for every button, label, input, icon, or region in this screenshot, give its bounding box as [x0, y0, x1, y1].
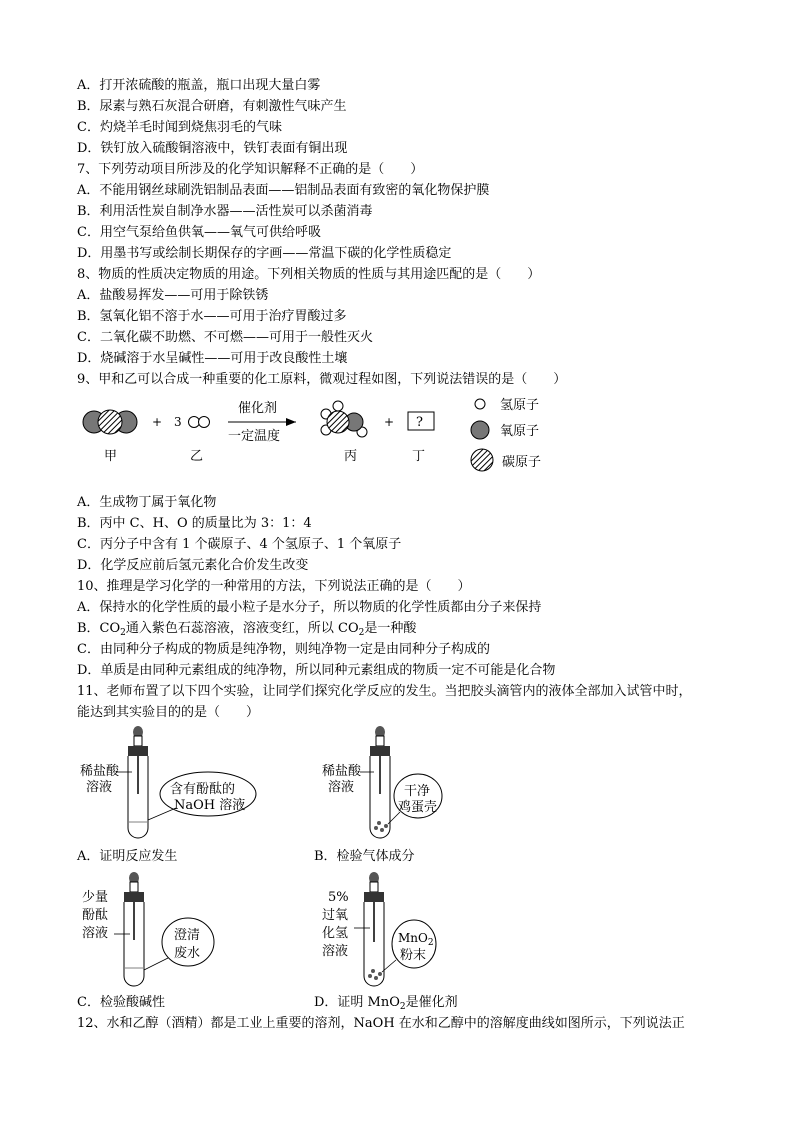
experiment-d	[318, 868, 498, 993]
d-bubble-label-2: 粉末	[400, 948, 427, 963]
c-bubble-label-2: 废水	[174, 946, 201, 961]
q7-option-b: B．利用活性炭自制净水器——活性炭可以杀菌消毒	[77, 204, 373, 219]
name-bing: 丙	[344, 449, 358, 464]
q9-stem: 9、甲和乙可以合成一种重要的化工原料，微观过程如图，下列说法错误的是（ ）	[77, 372, 567, 387]
a-dropper-label-1: 稀盐酸	[80, 764, 120, 779]
catalyst-label: 催化剂	[238, 401, 278, 416]
molecule-jia	[83, 410, 137, 434]
q9-option-c: C．丙分子中含有 1 个碳原子、4 个氢原子、1 个氧原子	[77, 537, 402, 552]
name-jia: 甲	[104, 449, 118, 464]
legend-carbon-icon	[471, 449, 493, 471]
q10-option-c: C．由同种分子构成的物质是纯净物，则纯净物一定是由同种分子构成的	[77, 642, 490, 657]
b-dropper-label-2: 溶液	[328, 780, 355, 795]
b-dropper-label-1: 稀盐酸	[322, 764, 362, 779]
condition-label: 一定温度	[228, 429, 281, 444]
b-bubble-label-1: 干净	[404, 784, 431, 799]
q9-option-d: D．化学反应前后氢元素化合价发生改变	[77, 558, 309, 573]
experiment-b	[318, 724, 498, 844]
q8-option-c: C．二氧化碳不助燃、不可燃——可用于一般性灭火	[77, 330, 373, 345]
q7-option-c: C．用空气泵给鱼供氧——氧气可供给呼吸	[77, 225, 321, 240]
q6-option-a: A．打开浓硫酸的瓶盖，瓶口出现大量白雾	[77, 78, 321, 93]
q7-stem: 7、下列劳动项目所涉及的化学知识解释不正确的是（ ）	[77, 162, 424, 177]
d-dropper-label-3: 化氢	[322, 926, 349, 941]
legend-hydrogen: 氢原子	[500, 398, 540, 413]
d-bubble-label-1: MnO$_2$	[398, 931, 434, 948]
q9-option-b: B．丙中 C、H、O 的质量比为 3：1：4	[77, 516, 312, 531]
unknown-mark: ?	[416, 415, 423, 430]
d-dropper-label-2: 过氧	[322, 908, 349, 923]
c-dropper-label-1: 少量	[82, 890, 109, 905]
q10-option-a: A．保持水的化学性质的最小粒子是水分子，所以物质的化学性质都由分子来保持	[77, 600, 542, 615]
q8-option-d: D．烧碱溶于水呈碱性——可用于改良酸性土壤	[77, 351, 348, 366]
q11-caption-b: B．检验气体成分	[314, 849, 415, 864]
q6-option-c: C．灼烧羊毛时闻到烧焦羽毛的气味	[77, 120, 282, 135]
legend-hydrogen-icon	[475, 399, 485, 409]
q11-caption-d: D．证明 MnO$_2$是催化剂	[314, 995, 458, 1012]
a-bubble-label-1: 含有酚酞的	[170, 782, 236, 797]
q10-stem: 10、推理是学习化学的一种常用的方法，下列说法正确的是（ ）	[77, 579, 471, 594]
molecule-yi	[189, 417, 210, 428]
experiment-a	[76, 724, 276, 844]
molecule-bing	[321, 401, 367, 437]
reaction-diagram	[70, 392, 590, 492]
q11-caption-c: C．检验酸碱性	[77, 995, 165, 1010]
q9-option-a: A．生成物丁属于氧化物	[77, 495, 217, 510]
legend-oxygen-icon	[471, 421, 489, 439]
q8-option-a: A．盐酸易挥发——可用于除铁锈	[77, 288, 269, 303]
q12-stem: 12、水和乙醇（酒精）都是工业上重要的溶剂，NaOH 在水和乙醇中的溶解度曲线如图所示，下列说法正	[77, 1016, 685, 1031]
name-yi: 乙	[190, 449, 204, 464]
legend-oxygen: 氧原子	[500, 424, 540, 439]
q11-stem-2: 能达到其实验目的的是（ ）	[77, 705, 260, 720]
coef-plus-3: + 3	[152, 415, 182, 429]
q6-option-b: B．尿素与熟石灰混合研磨，有刺激性气味产生	[77, 99, 347, 114]
name-ding: 丁	[412, 449, 426, 464]
legend-carbon: 碳原子	[502, 455, 542, 470]
q11-caption-a: A．证明反应发生	[77, 849, 178, 864]
q6-option-d: D．铁钉放入硫酸铜溶液中，铁钉表面有铜出现	[77, 141, 348, 156]
q8-option-b: B．氢氧化铝不溶于水——可用于治疗胃酸过多	[77, 309, 347, 324]
q8-stem: 8、物质的性质决定物质的用途。下列相关物质的性质与其用途匹配的是（ ）	[77, 267, 541, 282]
b-bubble-label-2: 鸡蛋壳	[398, 800, 438, 815]
q7-option-d: D．用墨书写或绘制长期保存的字画——常温下碳的化学性质稳定	[77, 246, 452, 261]
q10-option-b: B．$CO_2$通入紫色石蕊溶液，溶液变红，所以 $CO_2$是一种酸	[77, 621, 417, 638]
c-dropper-label-3: 溶液	[82, 926, 109, 941]
q10-option-d: D．单质是由同种元素组成的纯净物，所以同种元素组成的物质一定不可能是化合物	[77, 663, 556, 678]
d-dropper-label-1: 5%	[328, 890, 349, 905]
q7-option-a: A．不能用钢丝球刷洗铝制品表面——铝制品表面有致密的氧化物保护膜	[77, 183, 490, 198]
experiment-c	[76, 868, 276, 993]
plus-2: +	[384, 415, 395, 429]
a-bubble-label-2: NaOH 溶液	[174, 798, 246, 813]
q11-stem-1: 11、老师布置了以下四个实验，让同学们探究化学反应的发生。当把胶头滴管内的液体全部加入试管中时，	[77, 684, 692, 699]
a-dropper-label-2: 溶液	[86, 780, 113, 795]
c-dropper-label-2: 酚酞	[82, 908, 109, 923]
d-dropper-label-4: 溶液	[322, 944, 349, 959]
c-bubble-label-1: 澄清	[174, 928, 201, 943]
